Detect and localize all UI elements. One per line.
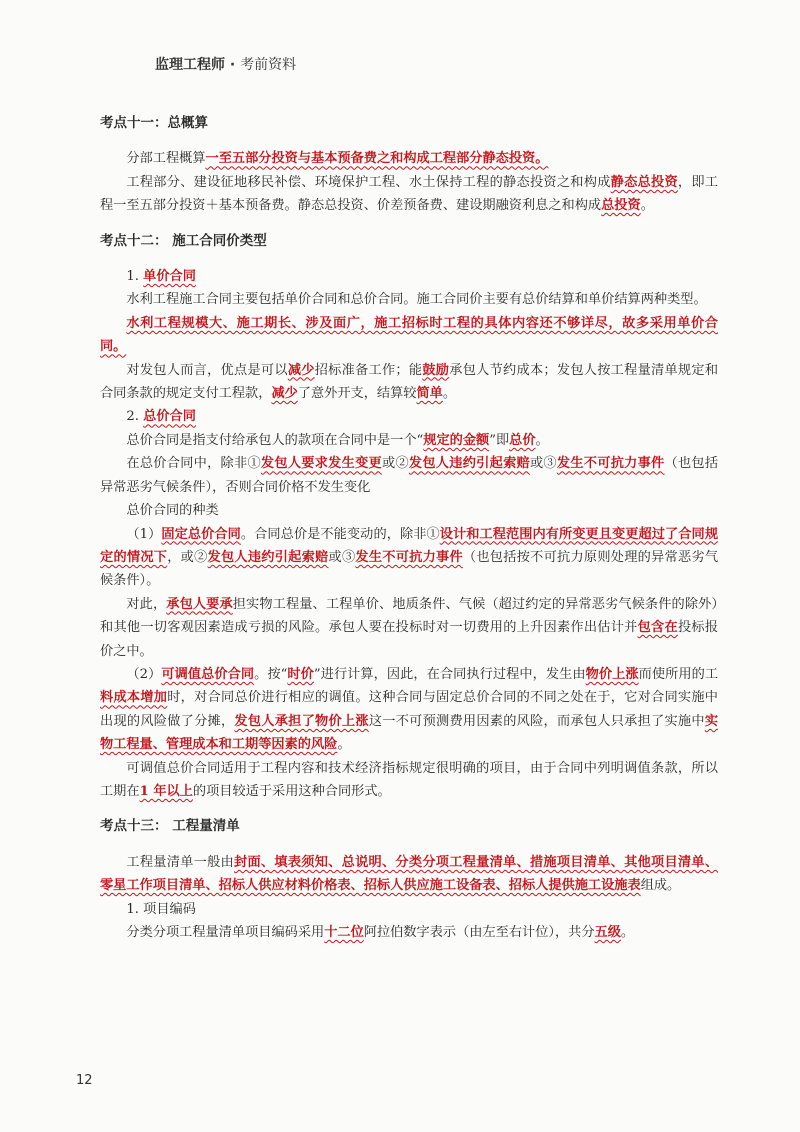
highlight: 可调值总价合同 (161, 666, 255, 682)
paragraph (100, 452, 718, 499)
text: 或② (382, 456, 409, 472)
text: 。 (620, 925, 635, 940)
list-item (100, 265, 718, 288)
text: 总价合同的种类 (126, 503, 219, 519)
highlight: 发生不可抗力事件 (355, 549, 463, 565)
highlight: 包含在 (637, 620, 678, 636)
highlight: 简单 (416, 386, 443, 402)
text: 阿拉伯数字表示（由左至右计位），共分 (363, 925, 595, 940)
highlight: 鼓励 (422, 362, 450, 378)
text: 。 (442, 386, 457, 402)
text: 分部工程概算 (126, 151, 206, 167)
text: 分类分项工程量清单项目编码采用 (126, 925, 325, 940)
text: 招标准备工作；能 (314, 362, 423, 378)
text: 可调值总价合同适用于工程内容和技术经济指标规定很明确的项目，由于合同中列明调值条款，所以工期在 (100, 760, 718, 799)
highlight: 总投资 (601, 198, 641, 214)
paragraph (100, 147, 718, 170)
text: 2. (126, 409, 144, 425)
text: 。按“ (254, 666, 288, 682)
section-heading-12: 考点十二： 施工合同价类型 (100, 232, 267, 249)
text: 对发包人而言，优点是可以 (126, 362, 288, 378)
highlight: 减少 (271, 386, 298, 402)
highlight: 总价合同 (143, 409, 196, 425)
text: （1） (126, 526, 162, 542)
highlight: 单价合同 (143, 269, 196, 285)
text: 担实物工程量、工程单价、地质条件、气候（超过约定的异常恶劣气候条件的除外）和其他一切客观因素造成亏损的风险。承包人要在投标时对一切费用的上升因素作出估计并 (100, 596, 718, 636)
paragraph (100, 921, 718, 944)
highlight: 静态总投资 (610, 174, 678, 190)
text: （也包括异常恶劣气候条件），否则合同价格不发生变化 (100, 456, 719, 495)
paragraph (100, 312, 718, 359)
page-header (155, 54, 296, 74)
highlight: 时价 (287, 666, 314, 682)
page-content (100, 112, 718, 944)
text: ”进行计算，因此，在合同执行过程中，发生由 (313, 666, 586, 682)
text: 。 (640, 198, 654, 214)
text: 1. 项目编码 (126, 901, 196, 917)
paragraph (100, 499, 718, 522)
paragraph (100, 288, 718, 311)
text: 投标报价之中。 (100, 620, 719, 659)
text: 对此， (126, 596, 167, 612)
list-item (100, 898, 718, 921)
highlight: 水利工程规模大、施工期长、涉及面广，施工招标时工程的具体内容还不够详尽，故多采用单价合同。 (100, 315, 718, 355)
highlight: 规定的金额 (423, 432, 490, 448)
text: 总价合同是指支付给承包人的款项在合同中是一个“ (126, 432, 424, 448)
text: 。合同总价是不能变动的，除非① (240, 526, 440, 542)
highlight: 一至五部分投资与基本预备费之和构成工程部分静态投资。 (205, 151, 549, 167)
highlight: 减少 (287, 362, 315, 378)
text: 组成。 (640, 878, 681, 894)
highlight: 1 年以上 (139, 783, 193, 799)
highlight: 发包人违约引起索赔 (207, 549, 329, 565)
text: ，或② (167, 549, 208, 565)
paragraph (100, 851, 718, 898)
list-item (100, 405, 718, 428)
page-number: 12 (76, 1073, 93, 1088)
text: 或③ (529, 456, 557, 472)
paragraph (100, 757, 718, 804)
highlight: 发包人要求发生变更 (260, 456, 382, 472)
highlight: 总价 (509, 432, 536, 448)
highlight: 固定总价合同 (161, 526, 241, 542)
section-heading-11: 考点十一：总概算 (100, 115, 208, 131)
text: 。 (535, 432, 549, 448)
text: 了意外开支，结算较 (297, 386, 417, 402)
text: ”即 (489, 432, 510, 448)
text: 的项目较适于采用这种合同形式。 (192, 783, 391, 799)
text: 。 (337, 737, 351, 753)
highlight: 承包人要承 (166, 596, 233, 612)
highlight: 设计和工程范围内有所变更且变更超过了合同规定的情况下 (100, 526, 719, 565)
text: ，即工程一至五部分投资＋基本预备费。静态总投资、价差预备费、建设期融资利息之和构成 (100, 174, 719, 214)
text: 承包人节约成本；发包人按工程量清单规定和合同条款的规定支付工程款， (100, 362, 719, 402)
highlight: 五级 (594, 925, 621, 940)
text: （2） (126, 666, 162, 682)
highlight: 实物工程量、管理成本和工期等因素的风险 (100, 713, 719, 753)
header-subtitle: 考前资料 (240, 57, 297, 73)
paragraph (100, 663, 718, 757)
text: 1. (126, 269, 144, 285)
paragraph (100, 429, 718, 452)
text: 工程量清单一般由 (126, 854, 235, 870)
paragraph (100, 171, 718, 218)
text: 在总价合同中，除非① (126, 456, 261, 472)
header-title: 监理工程师 (155, 57, 225, 73)
paragraph (100, 359, 718, 406)
highlight: 发生不可抗力事件 (556, 456, 665, 472)
text: 水利工程施工合同主要包括单价合同和总价合同。施工合同价主要有总价结算和单价结算两种类型。 (126, 292, 707, 308)
section-heading-13: 考点十三： 工程量清单 (100, 818, 240, 835)
highlight: 料成本增加 (100, 690, 168, 706)
highlight: 封面、填表须知、总说明、分类分项工程量清单、措施项目清单、其他项目清单、零星工作项目清单、招标人供应材料价格表、招标人供应施工设备表、招标人提供施工设施表 (100, 854, 719, 894)
paragraph (100, 523, 718, 593)
text: 这一不可预测费用因素的风险，而承包人只承担了实施中 (368, 713, 705, 729)
text: （也包括按不可抗力原则处理的异常恶劣气候条件）。 (100, 549, 719, 589)
text: 时，对合同总价进行相应的调值。这种合同与固定总价合同的不同之处在于，它对合同实施中出现的风险做了分摊， (100, 690, 718, 729)
highlight: 物价上涨 (585, 666, 639, 682)
text: 而使所用的工 (638, 666, 719, 682)
paragraph (100, 593, 718, 663)
text: 或③ (328, 549, 356, 565)
header-dot: · (225, 57, 241, 73)
highlight: 十二位 (324, 925, 364, 940)
highlight: 发包人违约引起索赔 (408, 456, 530, 472)
text: 工程部分、建设征地移民补偿、环境保护工程、水土保持工程的静态投资之和构成 (126, 174, 611, 190)
highlight: 发包人承担了物价上涨 (234, 713, 369, 729)
